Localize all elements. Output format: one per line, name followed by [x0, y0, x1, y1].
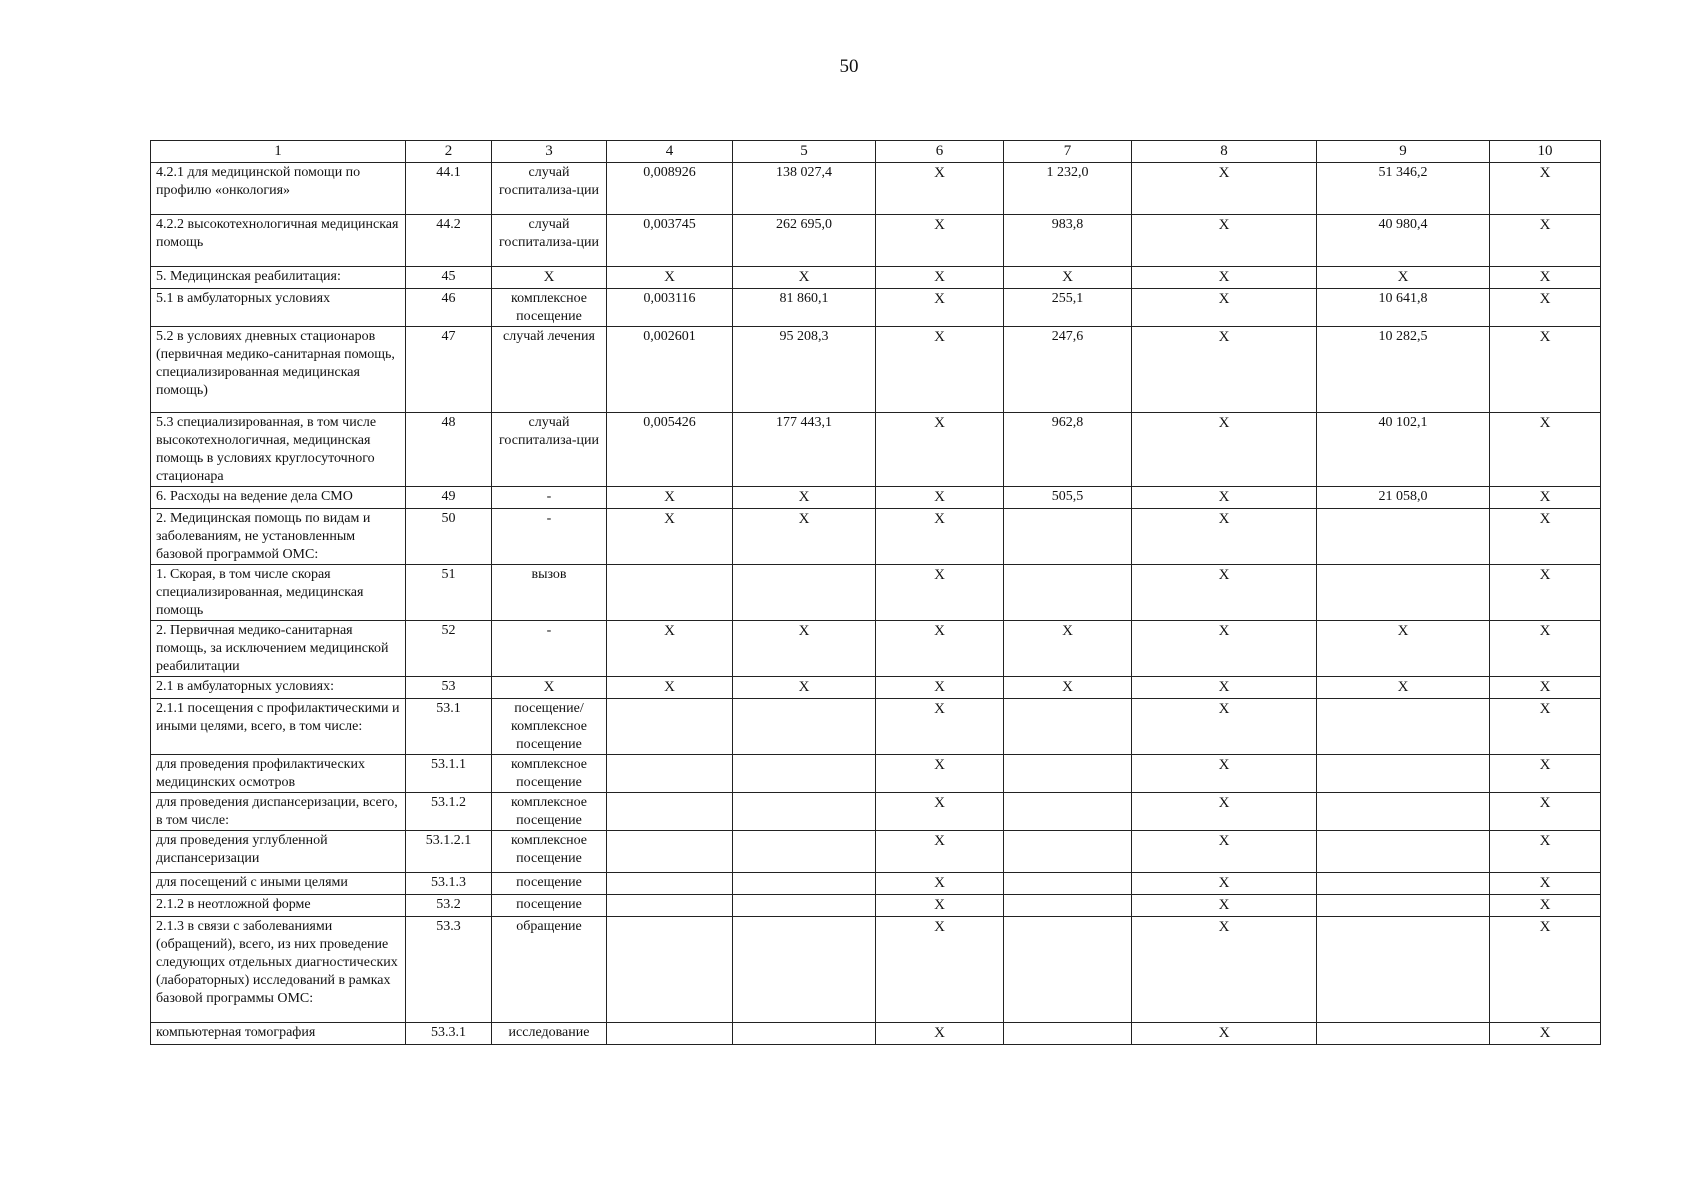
table-row: [151, 831, 1601, 873]
table-cell: Х: [876, 267, 1004, 289]
table-row: [151, 327, 1601, 413]
table-cell: 0,003116: [607, 289, 733, 327]
table-row: [151, 1023, 1601, 1045]
table-cell: 47: [406, 327, 492, 413]
table-cell: посещение/ комплексное посещение: [492, 699, 607, 755]
table-cell: 5.3 специализированная, в том числе высокотехнологичная, медицинская помощь в условиях круглосуточного стационара: [151, 413, 406, 487]
column-header: 10: [1490, 141, 1601, 163]
table-cell: Х: [1004, 267, 1132, 289]
table-cell: 45: [406, 267, 492, 289]
table-cell: [1317, 831, 1490, 873]
table-cell: случай госпитализа-ции: [492, 163, 607, 215]
table-cell: вызов: [492, 565, 607, 621]
table-cell: Х: [1490, 267, 1601, 289]
column-header: 5: [733, 141, 876, 163]
table-cell: [607, 917, 733, 1023]
table-row: [151, 621, 1601, 677]
table-cell: [1004, 509, 1132, 565]
table-cell: Х: [1490, 677, 1601, 699]
table-cell: 962,8: [1004, 413, 1132, 487]
table-cell: 5.1 в амбулаторных условиях: [151, 289, 406, 327]
data-table: [150, 140, 1601, 1045]
table-cell: [1317, 509, 1490, 565]
table-cell: 21 058,0: [1317, 487, 1490, 509]
table-row: [151, 873, 1601, 895]
table-cell: комплексное посещение: [492, 755, 607, 793]
table-cell: случай госпитализа-ции: [492, 413, 607, 487]
table-cell: [733, 917, 876, 1023]
table-cell: для проведения профилактических медицинских осмотров: [151, 755, 406, 793]
table-cell: Х: [876, 413, 1004, 487]
table-row: [151, 699, 1601, 755]
table-cell: Х: [1132, 793, 1317, 831]
table-cell: 5.2 в условиях дневных стационаров (первичная медико-санитарная помощь, специализированная медицинская помощь): [151, 327, 406, 413]
column-header: 7: [1004, 141, 1132, 163]
table-cell: 40 102,1: [1317, 413, 1490, 487]
table-cell: Х: [1132, 565, 1317, 621]
column-header: 2: [406, 141, 492, 163]
table-cell: Х: [1490, 163, 1601, 215]
table-cell: Х: [1490, 413, 1601, 487]
table-cell: [1317, 917, 1490, 1023]
table-cell: [1004, 793, 1132, 831]
table-cell: Х: [1317, 621, 1490, 677]
table-cell: -: [492, 487, 607, 509]
table-cell: 0,008926: [607, 163, 733, 215]
table-cell: [1317, 699, 1490, 755]
table-cell: 52: [406, 621, 492, 677]
table-cell: Х: [876, 509, 1004, 565]
table-row: [151, 267, 1601, 289]
table-cell: [1317, 873, 1490, 895]
table-cell: Х: [733, 677, 876, 699]
table-row: [151, 677, 1601, 699]
table-row: [151, 487, 1601, 509]
table-cell: Х: [1132, 831, 1317, 873]
table-cell: Х: [876, 487, 1004, 509]
table-cell: [1004, 755, 1132, 793]
table-row: [151, 793, 1601, 831]
table-cell: [1004, 1023, 1132, 1045]
table-cell: Х: [1490, 487, 1601, 509]
table-cell: Х: [1490, 215, 1601, 267]
table-cell: Х: [1490, 565, 1601, 621]
table-cell: Х: [876, 565, 1004, 621]
table-cell: -: [492, 509, 607, 565]
table-cell: Х: [1132, 327, 1317, 413]
table-cell: Х: [492, 267, 607, 289]
table-cell: 51 346,2: [1317, 163, 1490, 215]
table-cell: Х: [876, 1023, 1004, 1045]
table-cell: Х: [876, 621, 1004, 677]
table-cell: [607, 895, 733, 917]
table-cell: [733, 895, 876, 917]
table-cell: [733, 565, 876, 621]
table-cell: [1004, 917, 1132, 1023]
table-cell: 53.2: [406, 895, 492, 917]
table-cell: Х: [733, 509, 876, 565]
table-cell: 53.1.2.1: [406, 831, 492, 873]
table-cell: [733, 755, 876, 793]
table-cell: компьютерная томография: [151, 1023, 406, 1045]
table-cell: Х: [1490, 509, 1601, 565]
table-cell: [607, 755, 733, 793]
column-header: 6: [876, 141, 1004, 163]
table-cell: Х: [607, 621, 733, 677]
table-cell: [1004, 699, 1132, 755]
table-cell: Х: [1490, 755, 1601, 793]
table-cell: Х: [1132, 1023, 1317, 1045]
table-cell: Х: [1132, 917, 1317, 1023]
table-cell: Х: [607, 677, 733, 699]
table-cell: Х: [733, 487, 876, 509]
table-cell: 48: [406, 413, 492, 487]
table-cell: Х: [1132, 267, 1317, 289]
table-cell: [733, 831, 876, 873]
table-cell: Х: [1490, 917, 1601, 1023]
table-cell: 49: [406, 487, 492, 509]
table-row: [151, 755, 1601, 793]
table-cell: Х: [1004, 621, 1132, 677]
table-cell: Х: [876, 793, 1004, 831]
table-cell: 0,005426: [607, 413, 733, 487]
table-cell: посещение: [492, 873, 607, 895]
table-cell: [607, 873, 733, 895]
table-cell: 2. Первичная медико-санитарная помощь, за исключением медицинской реабилитации: [151, 621, 406, 677]
table-cell: Х: [1132, 487, 1317, 509]
table-cell: 44.1: [406, 163, 492, 215]
table-cell: [1317, 793, 1490, 831]
table-cell: 983,8: [1004, 215, 1132, 267]
table-cell: 95 208,3: [733, 327, 876, 413]
table-cell: Х: [1132, 413, 1317, 487]
table-cell: Х: [607, 509, 733, 565]
table-cell: комплексное посещение: [492, 793, 607, 831]
table-cell: 247,6: [1004, 327, 1132, 413]
table-cell: [1317, 755, 1490, 793]
table-cell: Х: [1132, 755, 1317, 793]
table-cell: 262 695,0: [733, 215, 876, 267]
table-cell: Х: [1490, 831, 1601, 873]
table-cell: 1 232,0: [1004, 163, 1132, 215]
table-cell: Х: [1132, 215, 1317, 267]
column-header: 8: [1132, 141, 1317, 163]
table-row: [151, 509, 1601, 565]
table-row: [151, 895, 1601, 917]
table-cell: Х: [1490, 289, 1601, 327]
table-cell: Х: [1490, 873, 1601, 895]
table-cell: Х: [1317, 677, 1490, 699]
page-number: 50: [839, 56, 859, 77]
table-cell: Х: [492, 677, 607, 699]
table-cell: Х: [1132, 289, 1317, 327]
table-cell: 2. Медицинская помощь по видам и заболеваниям, не установленным базовой программой ОМС:: [151, 509, 406, 565]
table-cell: Х: [1490, 793, 1601, 831]
table-cell: Х: [876, 755, 1004, 793]
table-cell: [607, 1023, 733, 1045]
table-cell: Х: [876, 677, 1004, 699]
table-cell: 177 443,1: [733, 413, 876, 487]
table-cell: Х: [1132, 621, 1317, 677]
table-cell: [607, 699, 733, 755]
table-cell: 40 980,4: [1317, 215, 1490, 267]
table-row: [151, 565, 1601, 621]
table-cell: 50: [406, 509, 492, 565]
table-cell: Х: [733, 267, 876, 289]
table-cell: -: [492, 621, 607, 677]
table-cell: Х: [876, 831, 1004, 873]
table-cell: Х: [1317, 267, 1490, 289]
table-cell: 53.1: [406, 699, 492, 755]
table-cell: Х: [876, 895, 1004, 917]
table-cell: [607, 565, 733, 621]
table-cell: случай лечения: [492, 327, 607, 413]
table-cell: [1317, 895, 1490, 917]
table-cell: 53.1.1: [406, 755, 492, 793]
table-cell: Х: [607, 267, 733, 289]
table-cell: Х: [876, 289, 1004, 327]
table-cell: Х: [1132, 895, 1317, 917]
table-cell: 0,002601: [607, 327, 733, 413]
table-cell: посещение: [492, 895, 607, 917]
column-header: 1: [151, 141, 406, 163]
table-cell: для проведения диспансеризации, всего, в том числе:: [151, 793, 406, 831]
table-row: [151, 163, 1601, 215]
table-cell: 2.1.1 посещения с профилактическими и иными целями, всего, в том числе:: [151, 699, 406, 755]
table-cell: [607, 831, 733, 873]
table-cell: Х: [1490, 699, 1601, 755]
table-cell: 1. Скорая, в том числе скорая специализированная, медицинская помощь: [151, 565, 406, 621]
table-cell: 10 282,5: [1317, 327, 1490, 413]
table-cell: 44.2: [406, 215, 492, 267]
table-cell: Х: [876, 699, 1004, 755]
table-cell: 53.1.2: [406, 793, 492, 831]
table-row: [151, 413, 1601, 487]
table-cell: 2.1 в амбулаторных условиях:: [151, 677, 406, 699]
table-cell: [1317, 565, 1490, 621]
table-cell: Х: [1132, 699, 1317, 755]
table-cell: [1317, 1023, 1490, 1045]
table-cell: Х: [1132, 677, 1317, 699]
table-cell: Х: [876, 873, 1004, 895]
table-cell: Х: [876, 917, 1004, 1023]
table-cell: Х: [1132, 163, 1317, 215]
table-row: [151, 917, 1601, 1023]
table-cell: обращение: [492, 917, 607, 1023]
table-row: [151, 215, 1601, 267]
table-cell: [1004, 831, 1132, 873]
table-cell: Х: [1132, 509, 1317, 565]
header-row: [151, 141, 1601, 163]
table-body: [151, 163, 1601, 1045]
table-cell: Х: [876, 163, 1004, 215]
table-cell: 2.1.3 в связи с заболеваниями (обращений), всего, из них проведение следующих отдельных диагностических (лабораторных) исследований в рамках базовой программы ОМС:: [151, 917, 406, 1023]
table-cell: комплексное посещение: [492, 289, 607, 327]
table-cell: Х: [1132, 873, 1317, 895]
table-cell: для посещений с иными целями: [151, 873, 406, 895]
table-cell: Х: [1490, 621, 1601, 677]
column-header: 9: [1317, 141, 1490, 163]
table-cell: Х: [1490, 327, 1601, 413]
table-cell: комплексное посещение: [492, 831, 607, 873]
table-cell: 2.1.2 в неотложной форме: [151, 895, 406, 917]
table-cell: 46: [406, 289, 492, 327]
column-header: 3: [492, 141, 607, 163]
table-cell: 255,1: [1004, 289, 1132, 327]
table-cell: Х: [876, 327, 1004, 413]
table-cell: 5. Медицинская реабилитация:: [151, 267, 406, 289]
table-cell: [733, 793, 876, 831]
table-cell: 81 860,1: [733, 289, 876, 327]
table-cell: Х: [1490, 895, 1601, 917]
table-cell: исследование: [492, 1023, 607, 1045]
table-cell: 4.2.1 для медицинской помощи по профилю «онкология»: [151, 163, 406, 215]
table-cell: Х: [1004, 677, 1132, 699]
table-cell: Х: [607, 487, 733, 509]
table-cell: Х: [876, 215, 1004, 267]
table-cell: [733, 1023, 876, 1045]
table-cell: случай госпитализа-ции: [492, 215, 607, 267]
table-cell: 53.3.1: [406, 1023, 492, 1045]
table-cell: 53: [406, 677, 492, 699]
column-header: 4: [607, 141, 733, 163]
table-cell: 6. Расходы на ведение дела СМО: [151, 487, 406, 509]
table-cell: 53.3: [406, 917, 492, 1023]
table-cell: 51: [406, 565, 492, 621]
table-row: [151, 289, 1601, 327]
table-cell: Х: [1490, 1023, 1601, 1045]
table-cell: Х: [733, 621, 876, 677]
table-cell: 53.1.3: [406, 873, 492, 895]
table-cell: 4.2.2 высокотехнологичная медицинская помощь: [151, 215, 406, 267]
table-cell: [607, 793, 733, 831]
table-cell: [733, 873, 876, 895]
table-cell: [733, 699, 876, 755]
table-cell: 0,003745: [607, 215, 733, 267]
table-cell: 10 641,8: [1317, 289, 1490, 327]
table-cell: для проведения углубленной диспансеризации: [151, 831, 406, 873]
table-cell: 138 027,4: [733, 163, 876, 215]
table-cell: 505,5: [1004, 487, 1132, 509]
table-cell: [1004, 873, 1132, 895]
table-cell: [1004, 895, 1132, 917]
table-cell: [1004, 565, 1132, 621]
